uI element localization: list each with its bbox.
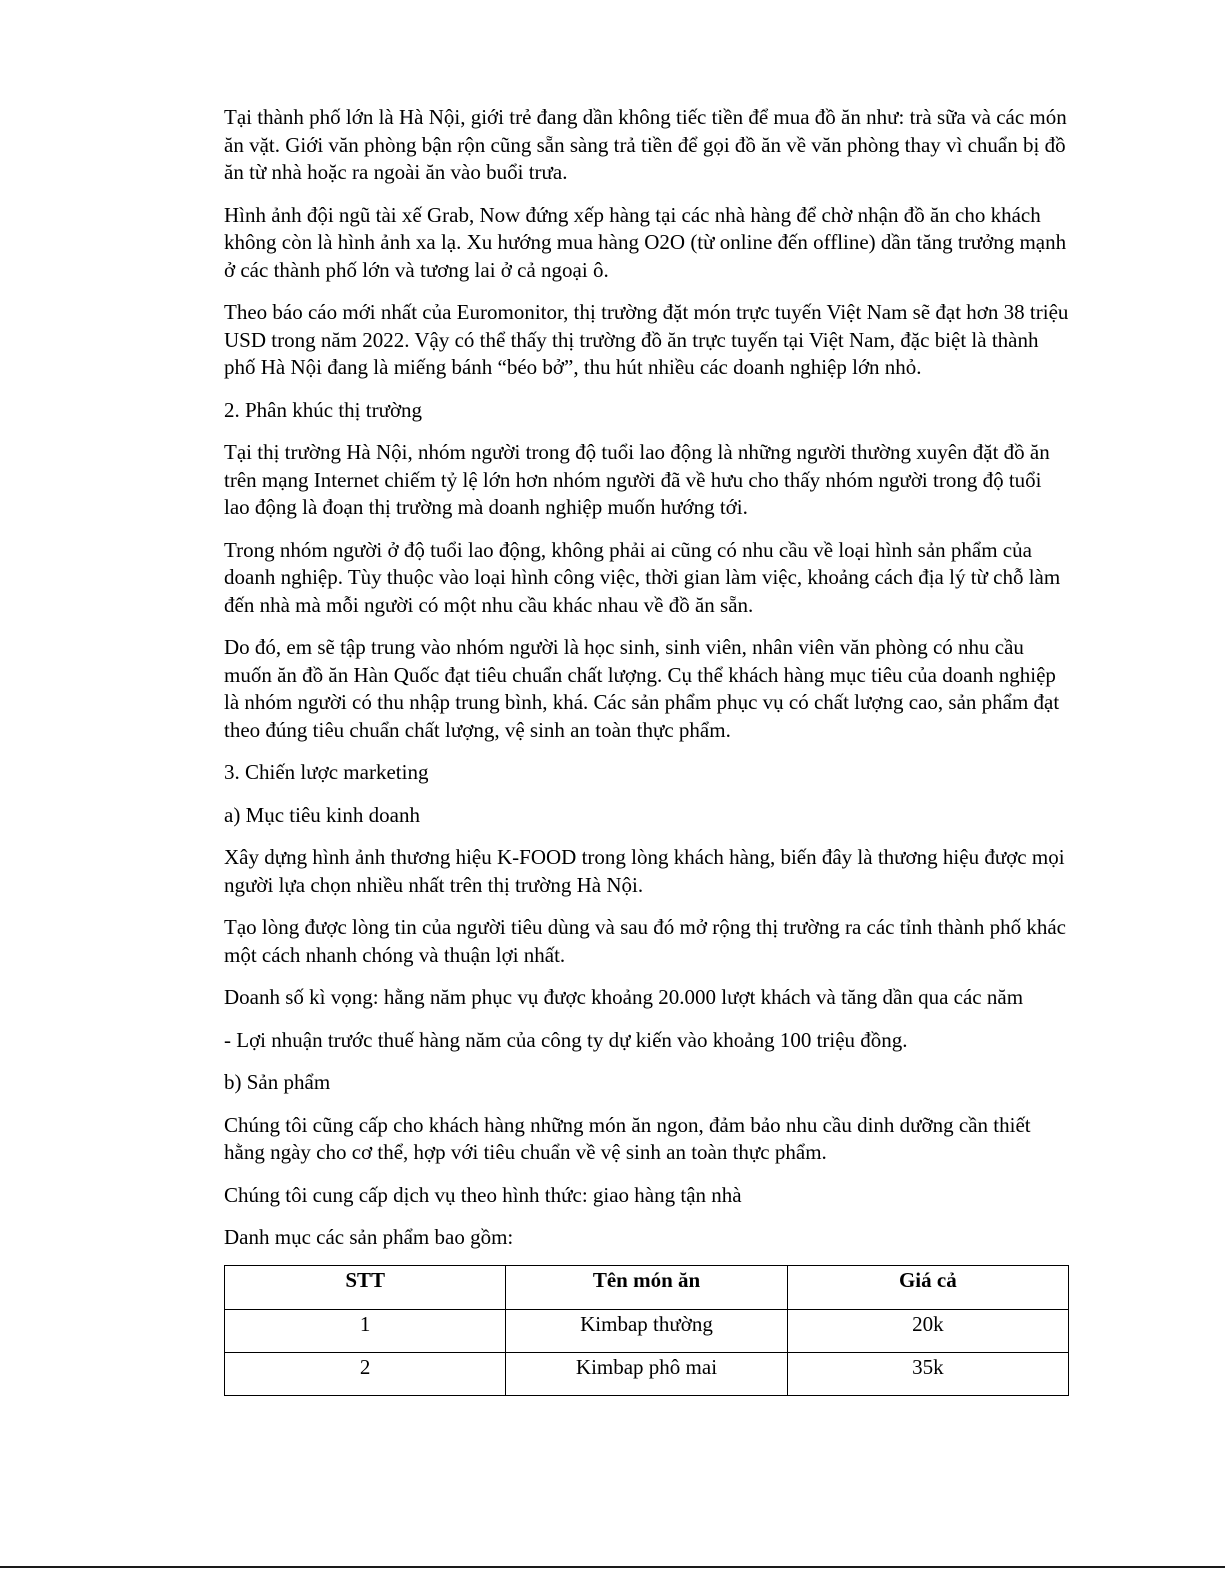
paragraph-working-age: Tại thị trường Hà Nội, nhóm người trong độ tuổi lao động là những người thường xuyên đặt đồ ăn trên mạng Internet chiếm tỷ lệ lớn hơn nhóm người đã về hưu cho thấy nhóm người trong độ tuổi lao động là đoạn thị trường mà doanh nghiệp muốn hướng tới. xyxy=(224,440,1050,519)
paragraph-expected-profit: - Lợi nhuận trước thuế hàng năm của công ty dự kiến vào khoảng 100 triệu đồng. xyxy=(224,1027,908,1052)
table-row xyxy=(225,1352,1069,1395)
column-header-dish-name: Tên món ăn xyxy=(506,1265,787,1309)
heading-products: b) Sản phẩm xyxy=(224,1070,331,1094)
page-bottom-border xyxy=(0,1566,1225,1568)
heading-business-goals: a) Mục tiêu kinh doanh xyxy=(224,802,420,827)
paragraph-product-quality: Chúng tôi cũng cấp cho khách hàng những món ăn ngon, đảm bảo nhu cầu dinh dưỡng cần thiết hằng ngày cho cơ thể, hợp với tiêu chuẩn về vệ sinh an toàn thực phẩm. xyxy=(224,1112,1031,1164)
table-header-row xyxy=(225,1265,1069,1309)
paragraph-intro-hanoi: Tại thành phố lớn là Hà Nội, giới trẻ đang dần không tiếc tiền để mua đồ ăn như: trà sữa và các món ăn vặt. Giới văn phòng bận rộn cũng sẵn sàng trả tiền để gọi đồ ăn về văn phòng thay vì chuẩn bị đồ ăn từ nhà hoặc ra ngoài ăn vào buổi trưa. xyxy=(224,105,1067,184)
paragraph-delivery-drivers: Hình ảnh đội ngũ tài xế Grab, Now đứng xếp hàng tại các nhà hàng để chờ nhận đồ ăn cho khách không còn là hình ảnh xa lạ. Xu hướng mua hàng O2O (từ online đến offline) dần tăng trưởng mạnh ở các thành phố lớn và tương lai ở cả ngoại ô. xyxy=(224,202,1067,282)
column-header-stt: STT xyxy=(225,1265,506,1309)
paragraph-product-needs: Trong nhóm người ở độ tuổi lao động, không phải ai cũng có nhu cầu về loại hình sản phẩm của doanh nghiệp. Tùy thuộc vào loại hình công việc, thời gian làm việc, khoảng cách địa lý từ chỗ làm đến nhà mà mỗi người có một nhu cầu khác nhau về đồ ăn sẵn. xyxy=(224,537,1061,617)
cell-price: 35k xyxy=(787,1352,1068,1395)
product-table xyxy=(224,1265,1069,1396)
cell-dish-name: Kimbap phô mai xyxy=(506,1352,787,1395)
heading-marketing-strategy: 3. Chiến lược marketing xyxy=(224,760,429,784)
column-header-price: Giá cả xyxy=(787,1265,1068,1309)
paragraph-service-form: Chúng tôi cung cấp dịch vụ theo hình thức: giao hàng tận nhà xyxy=(224,1182,742,1207)
table-row xyxy=(225,1309,1069,1352)
paragraph-expected-sales: Doanh số kì vọng: hằng năm phục vụ được khoảng 20.000 lượt khách và tăng dần qua các năm xyxy=(224,985,1024,1009)
cell-dish-name: Kimbap thường xyxy=(506,1309,787,1352)
cell-price: 20k xyxy=(787,1309,1068,1352)
document-page xyxy=(224,104,1070,1396)
paragraph-product-list-intro: Danh mục các sản phẩm bao gồm: xyxy=(224,1225,514,1249)
cell-stt: 1 xyxy=(225,1309,506,1352)
paragraph-trust-expansion: Tạo lòng được lòng tin của người tiêu dùng và sau đó mở rộng thị trường ra các tỉnh thành phố khác một cách nhanh chóng và thuận lợi nhất. xyxy=(224,915,1066,967)
paragraph-euromonitor: Theo báo cáo mới nhất của Euromonitor, thị trường đặt món trực tuyến Việt Nam sẽ đạt hơn 38 triệu USD trong năm 2022. Vậy có thể thấy thị trường đồ ăn trực tuyến tại Việt Nam, đặc biệt là thành phố Hà Nội đang là miếng bánh “béo bở”, thu hút nhiều các doanh nghiệp lớn nhỏ. xyxy=(224,300,1069,379)
cell-stt: 2 xyxy=(225,1352,506,1395)
paragraph-brand-building: Xây dựng hình ảnh thương hiệu K-FOOD trong lòng khách hàng, biến đây là thương hiệu được mọi người lựa chọn nhiều nhất trên thị trường Hà Nội. xyxy=(224,845,1065,897)
paragraph-target-customers: Do đó, em sẽ tập trung vào nhóm người là học sinh, sinh viên, nhân viên văn phòng có nhu cầu muốn ăn đồ ăn Hàn Quốc đạt tiêu chuẩn chất lượng. Cụ thể khách hàng mục tiêu của doanh nghiệp là nhóm người có thu nhập trung bình, khá. Các sản phẩm phục vụ có chất lượng cao, sản phẩm đạt theo đúng tiêu chuẩn chất lượng, vệ sinh an toàn thực phẩm. xyxy=(224,635,1060,742)
heading-market-segmentation: 2. Phân khúc thị trường xyxy=(224,397,423,422)
